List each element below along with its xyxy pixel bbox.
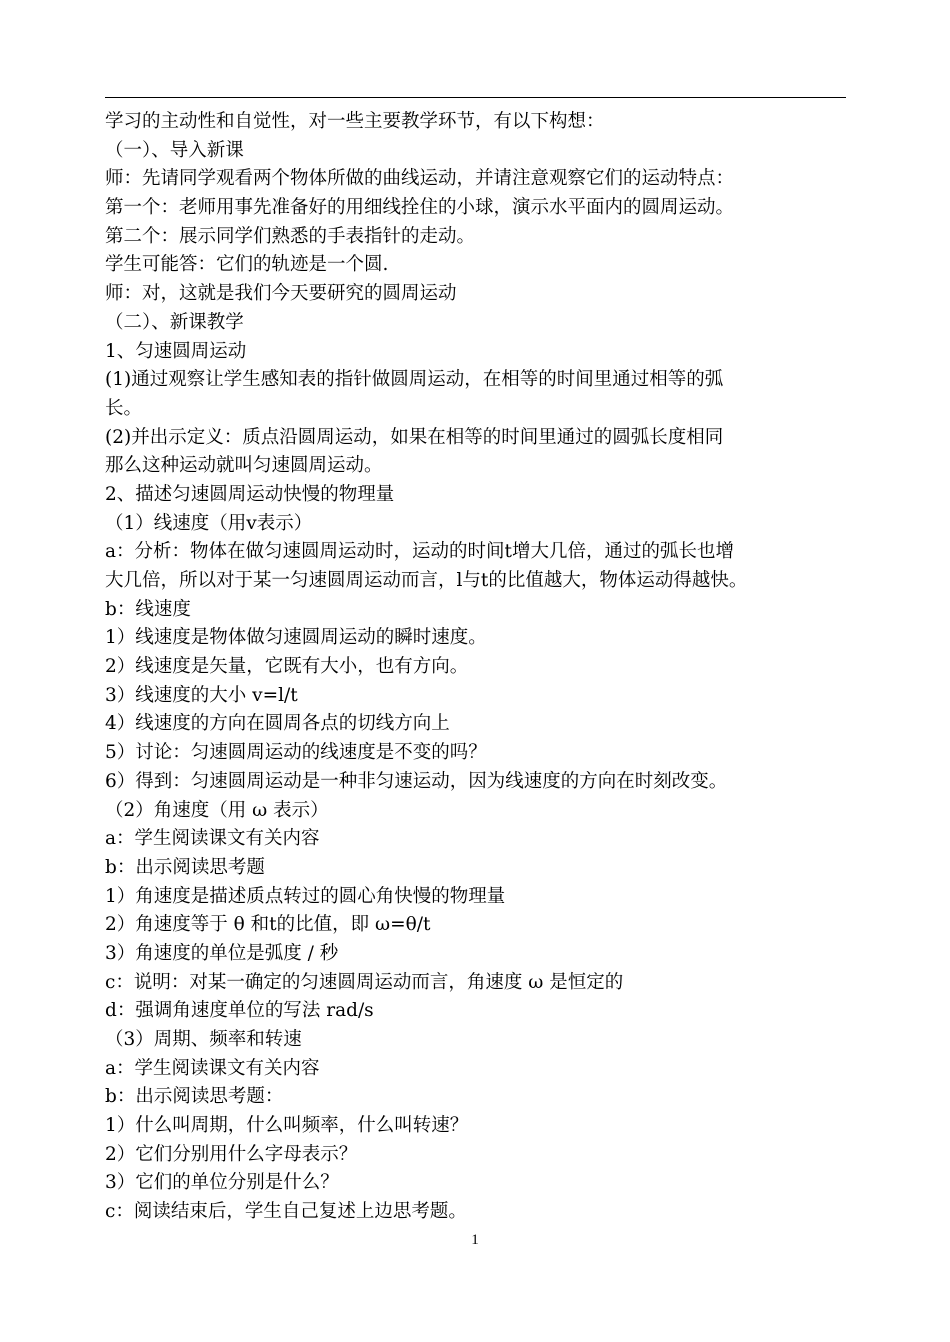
subsection-heading: （1）线速度（用v表示） bbox=[105, 512, 313, 534]
text-line: 那么这种运动就叫匀速圆周运动。 bbox=[105, 455, 383, 477]
list-item: 1）角速度是描述质点转过的圆心角快慢的物理量 bbox=[105, 885, 506, 907]
list-item: 4）线速度的方向在圆周各点的切线方向上 bbox=[105, 713, 450, 735]
text-line: b：线速度 bbox=[105, 598, 191, 620]
list-item: 3）线速度的大小 v=l/t bbox=[105, 684, 298, 706]
text-line: 第二个：展示同学们熟悉的手表指针的走动。 bbox=[105, 225, 476, 247]
text-line: a：学生阅读课文有关内容 bbox=[105, 828, 320, 850]
text-line: 师：对，这就是我们今天要研究的圆周运动 bbox=[105, 283, 457, 305]
list-item: 3）它们的单位分别是什么？ bbox=[105, 1172, 339, 1194]
list-item: 6）得到：匀速圆周运动是一种非匀速运动，因为线速度的方向在时刻改变。 bbox=[105, 770, 728, 792]
list-item: 2）它们分别用什么字母表示？ bbox=[105, 1143, 358, 1165]
section-heading: （一）、导入新课 bbox=[105, 139, 244, 161]
text-line: 第一个：老师用事先准备好的用细线拴住的小球，演示水平面内的圆周运动。 bbox=[105, 197, 735, 219]
page-number: 1 bbox=[471, 1232, 479, 1248]
text-line: c：阅读结束后，学生自己复述上边思考题。 bbox=[105, 1201, 467, 1223]
subsection-heading: 2、描述匀速圆周运动快慢的物理量 bbox=[105, 483, 395, 505]
text-line: c：说明：对某一确定的匀速圆周运动而言，角速度 ω 是恒定的 bbox=[105, 971, 624, 993]
text-line: 师：先请同学观看两个物体所做的曲线运动，并请注意观察它们的运动特点： bbox=[105, 168, 735, 190]
text-line: b：出示阅读思考题： bbox=[105, 1086, 284, 1108]
text-line: 大几倍，所以对于某一匀速圆周运动而言，l与t的比值越大，物体运动得越快。 bbox=[105, 570, 748, 591]
text-line: b：出示阅读思考题 bbox=[105, 856, 265, 878]
list-item: 2）线速度是矢量，它既有大小，也有方向。 bbox=[105, 656, 469, 678]
list-item: 2）角速度等于 θ 和t的比值，即 ω=θ/t bbox=[105, 914, 431, 936]
document-body bbox=[105, 108, 850, 1227]
text-line: 长。 bbox=[105, 397, 143, 419]
subsection-heading: 1、匀速圆周运动 bbox=[105, 340, 247, 362]
header-rule bbox=[105, 97, 846, 98]
text-line: 学生可能答：它们的轨迹是一个圆. bbox=[105, 254, 389, 276]
list-item: 5）讨论：匀速圆周运动的线速度是不变的吗？ bbox=[105, 742, 487, 764]
subsection-heading: （2）角速度（用 ω 表示） bbox=[105, 799, 329, 821]
text-line: a：分析：物体在做匀速圆周运动时，运动的时间t增大几倍，通过的弧长也增 bbox=[105, 541, 734, 563]
text-line: d：强调角速度单位的写法 rad/s bbox=[105, 1000, 374, 1022]
text-line: (1)通过观察让学生感知表的指针做圆周运动，在相等的时间里通过相等的弧 bbox=[105, 369, 724, 391]
list-item: 3）角速度的单位是弧度 / 秒 bbox=[105, 942, 339, 964]
text-line: a：学生阅读课文有关内容 bbox=[105, 1057, 320, 1079]
list-item: 1）线速度是物体做匀速圆周运动的瞬时速度。 bbox=[105, 627, 487, 649]
subsection-heading: （3）周期、频率和转速 bbox=[105, 1029, 302, 1050]
text-line: (2)并出示定义：质点沿圆周运动，如果在相等的时间里通过的圆弧长度相同 bbox=[105, 426, 724, 448]
list-item: 1）什么叫周期，什么叫频率，什么叫转速？ bbox=[105, 1115, 469, 1137]
section-heading: （二）、新课教学 bbox=[105, 311, 244, 333]
text-line: 学习的主动性和自觉性，对一些主要教学环节，有以下构想： bbox=[105, 111, 605, 132]
